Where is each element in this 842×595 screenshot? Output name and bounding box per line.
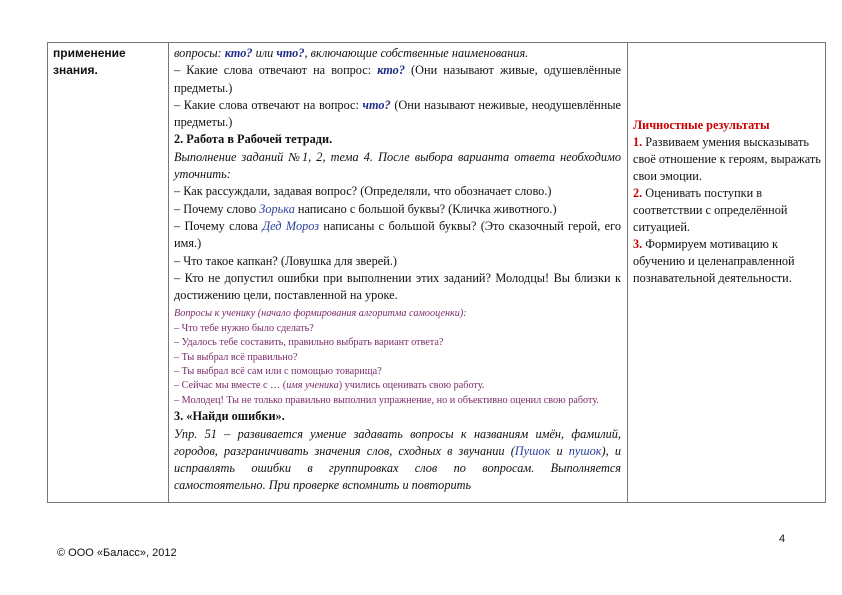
text: Развиваем умения высказывать своё отношение к героям, выражать свои эмоции. [633, 135, 821, 183]
question-kto [174, 62, 621, 97]
list-item: – Что такое капкан? (Ловушка для зверей.) [174, 253, 397, 268]
text: ), и исправлять ошибки в группировках слов по вопросам. Выполняется самостоятельно. При проверке вспомнить и повторить [174, 443, 621, 493]
question-chto [174, 97, 621, 132]
section-heading: 3. «Найди ошибки». [174, 409, 285, 424]
keyword: что? [362, 97, 391, 112]
lesson-table [47, 42, 826, 503]
item-number: 3. [633, 237, 643, 251]
text: имя ученика [286, 380, 339, 392]
self-assessment-item: – Удалось тебе составить, правильно выбрать вариант ответа? [174, 337, 444, 349]
results-item [633, 236, 821, 287]
stage-label-line: применение [53, 46, 126, 60]
proper-name: Зорька [259, 201, 295, 216]
text: – Какие слова отвечают на вопрос: [174, 97, 363, 112]
list-item: – Кто не допустил ошибки при выполнении этих заданий? Молодцы! Вы близки к достижению цели, поставленной на уроке. [174, 270, 621, 303]
self-assessment-block [174, 307, 621, 408]
column-divider [627, 43, 628, 502]
proper-name: Пушок [514, 443, 551, 458]
content-cell [174, 45, 621, 495]
keyword: кто? [377, 63, 405, 78]
text: Оценивать поступки в соответствии с определённой ситуацией. [633, 186, 788, 234]
list-item: – Как рассуждали, задавая вопрос? (Определяли, что обозначает слово.) [174, 184, 552, 199]
stage-label-line: знания. [53, 63, 98, 77]
text: написано с большой буквы? (Кличка животного.) [294, 201, 557, 216]
text: – Какие слова отвечают на вопрос: [174, 63, 378, 78]
text: ) учились оценивать свою работу. [338, 380, 485, 392]
proper-name: Дед Мороз [262, 218, 320, 233]
self-assessment-heading: Вопросы к ученику (начало формирования алгоритма самооценки): [174, 308, 467, 320]
results-item [633, 134, 821, 185]
exercise-description [174, 426, 621, 495]
list-item [174, 218, 621, 253]
stage-cell [53, 45, 165, 79]
text: Формируем мотивацию к обучению и целенаправленной познавательной деятельности. [633, 237, 795, 285]
list-item [174, 201, 621, 218]
proper-name: пушок [568, 443, 602, 458]
item-number: 1. [633, 135, 643, 149]
text: – Почему слова [174, 218, 263, 233]
section-heading: 2. Работа в Рабочей тетради. [174, 132, 333, 147]
page-number: 4 [779, 533, 786, 545]
intro-line [174, 45, 621, 62]
results-cell [633, 117, 821, 287]
text: (Они называют неживые, неодушевлённые предметы.) [174, 97, 621, 130]
text: и [550, 443, 569, 458]
copyright-footer: © ООО «Баласс», 2012 [57, 547, 177, 559]
column-divider [168, 43, 169, 502]
text: написаны с большой буквы? (Это сказочный герой, его имя.) [174, 218, 621, 251]
text: Упр. 51 – развивается умение задавать вопросы к названиям имён, фамилий, городов, разграничивать значения слов, сходных в звучании ( [174, 426, 621, 458]
results-item [633, 185, 821, 236]
self-assessment-item: – Ты выбрал всё правильно? [174, 351, 298, 363]
self-assessment-item: – Ты выбрал всё сам или с помощью товарища? [174, 366, 382, 378]
keyword: что? [276, 46, 305, 60]
self-assessment-item: – Молодец! Ты не только правильно выполнил упражнение, но и объективно оценил свою работу. [174, 394, 599, 406]
self-assessment-item [174, 379, 621, 393]
text: вопросы: [174, 46, 225, 60]
text: – Сейчас мы вместе с … ( [174, 380, 287, 392]
task-description: Выполнение заданий №1, 2, тема 4. После выбора варианта ответа необходимо уточнить: [174, 149, 621, 182]
text: , включающие собственные наименования. [304, 46, 529, 60]
self-assessment-item: – Что тебе нужно было сделать? [174, 322, 314, 334]
text: – Почему слово [174, 201, 260, 216]
text: (Они называют живые, одушевлённые предметы.) [174, 63, 621, 95]
results-title: Личностные результаты [633, 118, 770, 132]
text: или [252, 46, 277, 60]
keyword: кто? [224, 46, 253, 60]
item-number: 2. [633, 186, 643, 200]
